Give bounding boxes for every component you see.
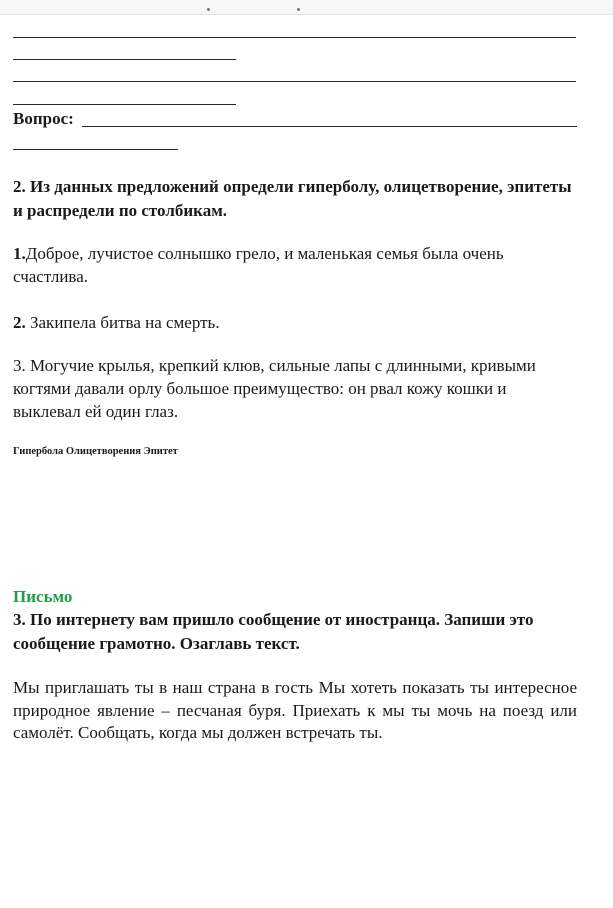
sentence-text: 3. Могучие крылья, крепкий клюв, сильные лапы с длинными, кривыми когтями давали орлу большое преимущество: он рвал кожу кошки и выклевал ей один глаз. bbox=[13, 356, 536, 421]
task-2-heading: 2. Из данных предложений определи гиперболу, олицетворение, эпитеты и распредели по столбикам. bbox=[13, 177, 572, 220]
sentence-number: 1. bbox=[13, 244, 26, 263]
question-label: Вопрос: bbox=[13, 109, 74, 128]
answer-line bbox=[13, 59, 236, 60]
sentence-2 bbox=[13, 311, 578, 334]
question-answer-line bbox=[82, 126, 577, 127]
answer-line bbox=[13, 37, 576, 38]
sentence-number: 2. bbox=[13, 313, 26, 332]
answer-line bbox=[13, 81, 576, 82]
sentence-text: Доброе, лучистое солнышко грело, и маленькая семья была очень счастлива. bbox=[13, 244, 504, 286]
columns-label: Гипербола Олицетворения Эпитет bbox=[13, 446, 178, 457]
task-3-heading: 3. По интернету вам пришло сообщение от иностранца. Запиши это сообщение грамотно. Озаглавь текст. bbox=[13, 610, 534, 653]
foreigner-message: Мы приглашать ты в наш страна в гость Мы хотеть показать ты интересное природное явление – песчаная буря. Приехать к мы ты мочь на поезд или самолёт. Сообщать, когда мы должен встречать ты. bbox=[13, 678, 577, 742]
section-title-letter: Письмо bbox=[13, 587, 73, 606]
sentence-text: Закипела битва на смерть. bbox=[25, 313, 220, 332]
sentence-1 bbox=[13, 242, 578, 288]
sentence-3 bbox=[13, 354, 578, 423]
cut-off-text-fragment bbox=[207, 8, 210, 11]
question-answer-line bbox=[13, 149, 178, 150]
cut-off-text-fragment bbox=[297, 8, 300, 11]
top-scroll-edge bbox=[0, 0, 613, 15]
answer-line bbox=[13, 104, 236, 105]
